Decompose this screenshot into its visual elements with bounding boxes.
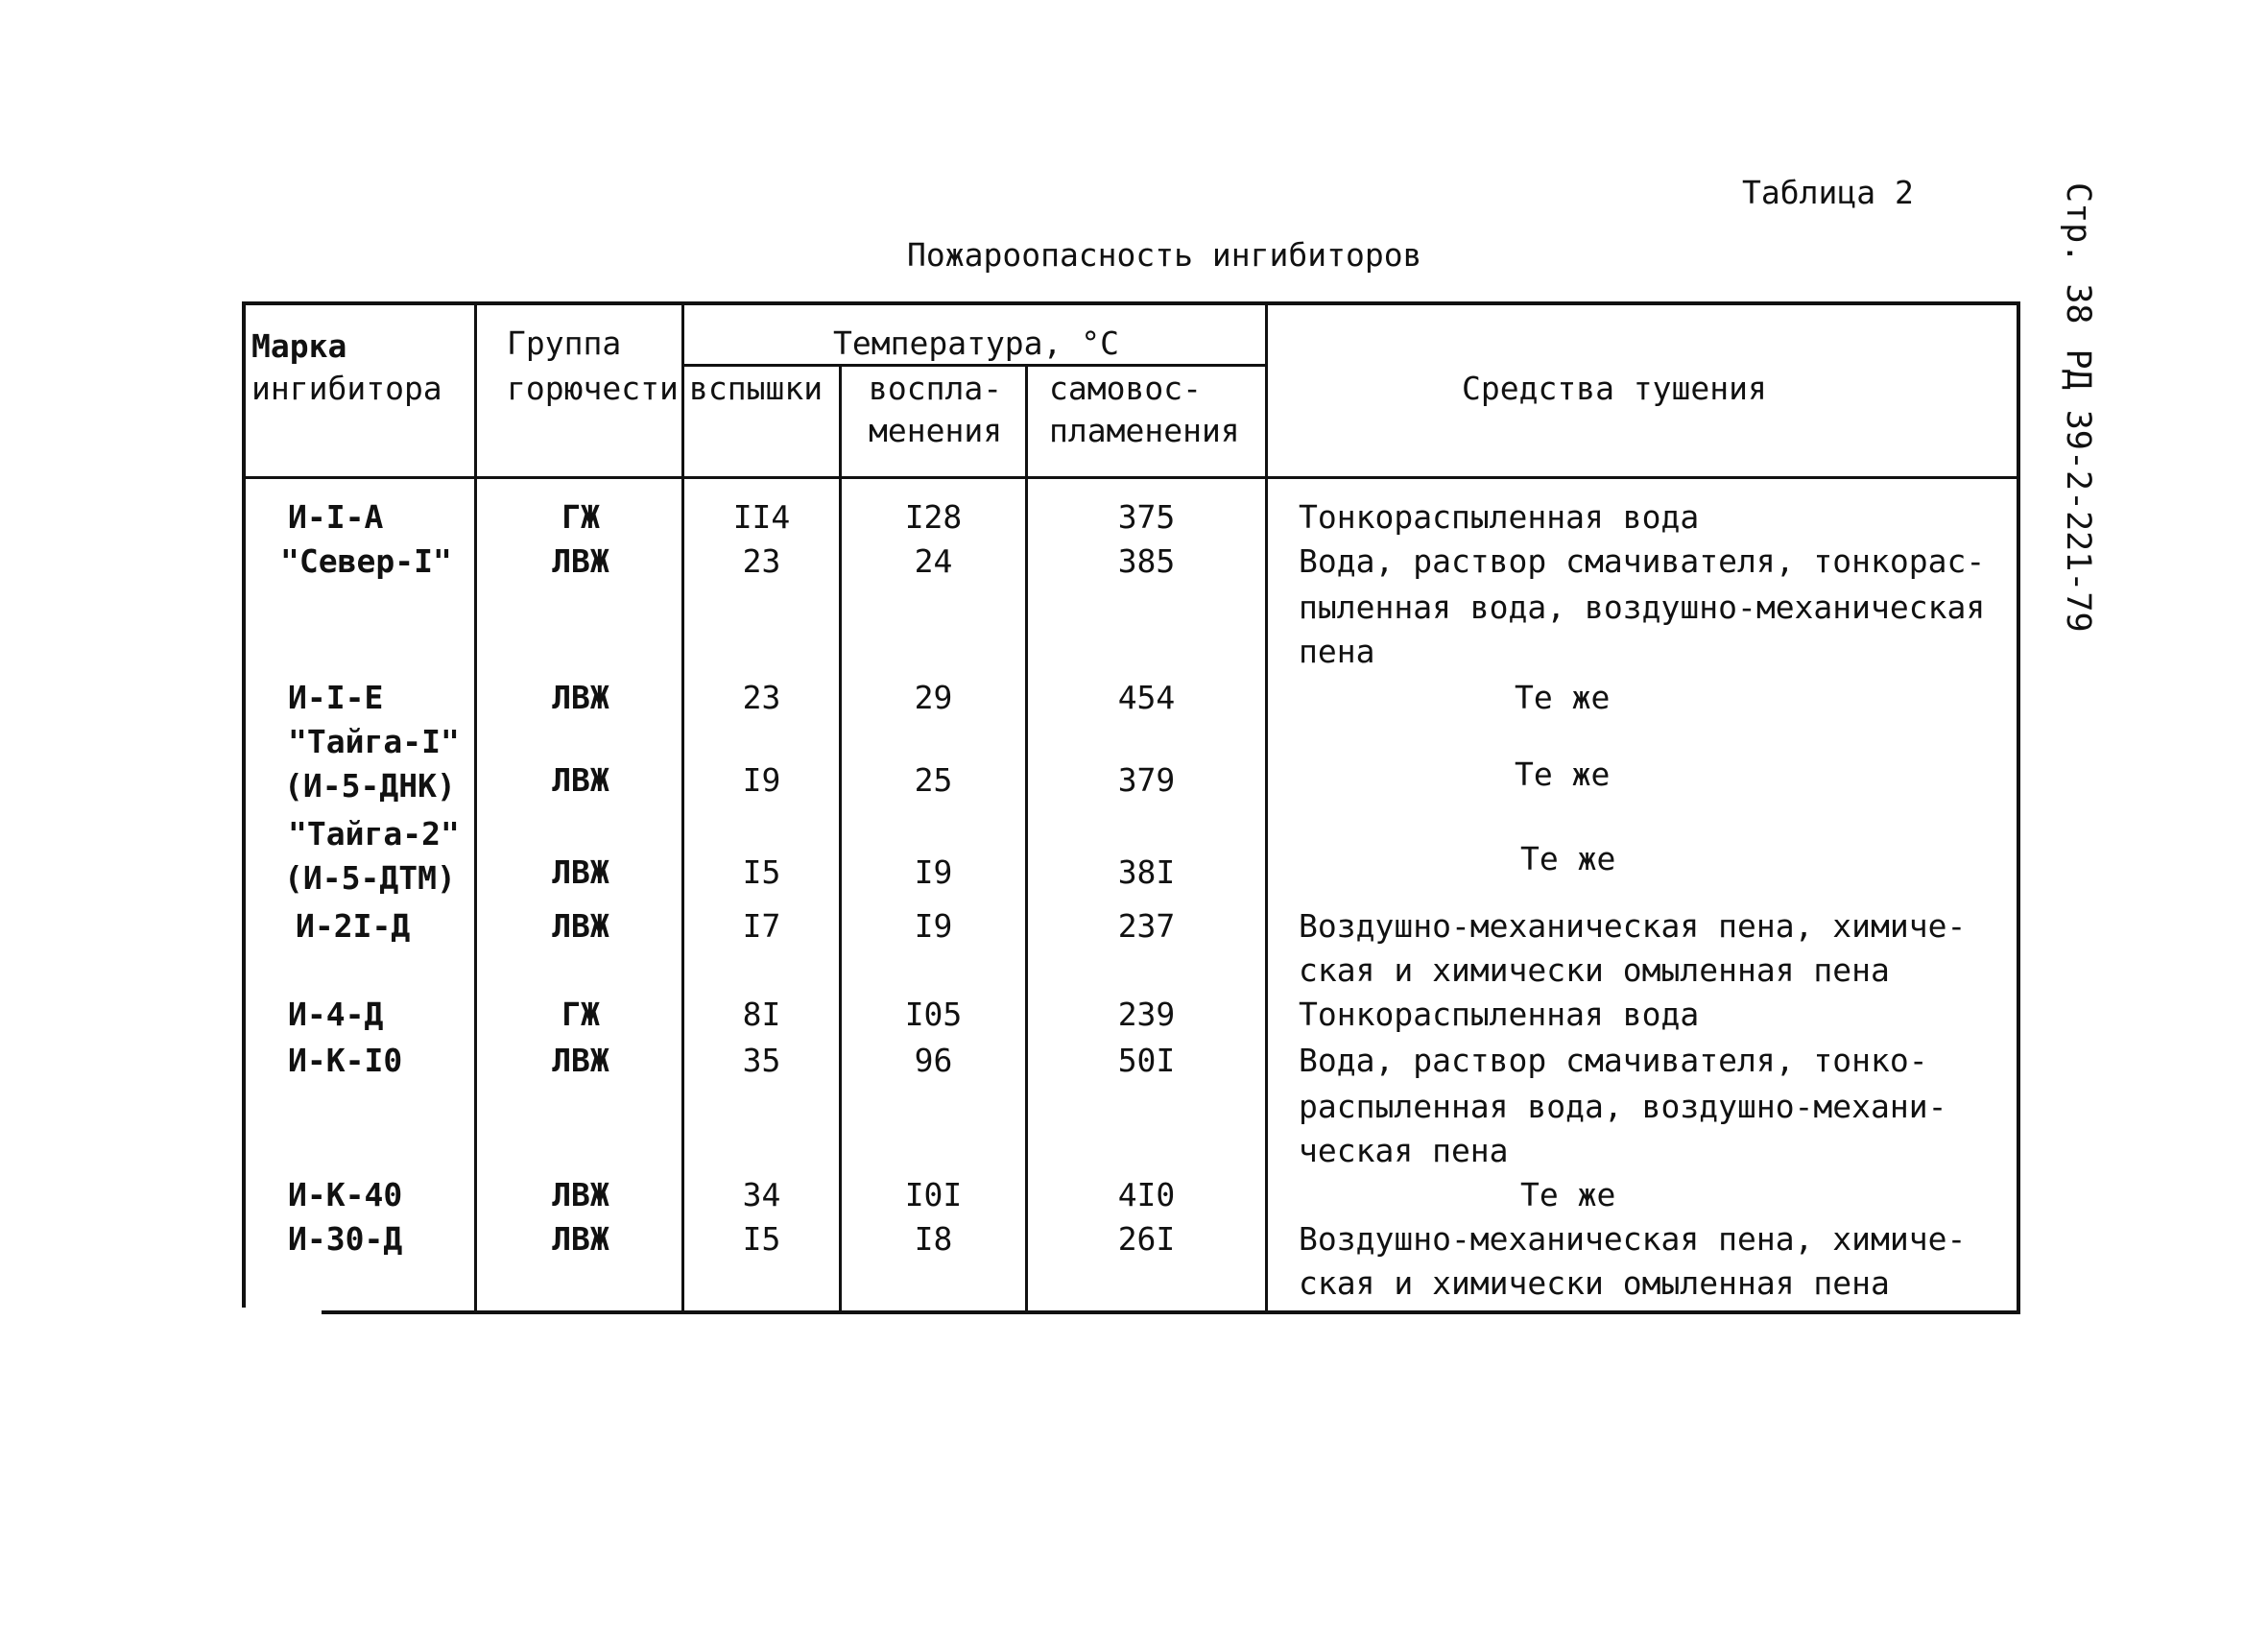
table-left-border xyxy=(242,301,246,1308)
header-temperature: Температура, °С xyxy=(833,324,1120,362)
row-6-means-line2: ская и химически омыленная пена xyxy=(1299,951,1890,989)
table-right-border xyxy=(2017,301,2020,1314)
row-7-means-line1: Тонкораспыленная вода xyxy=(1299,996,1700,1033)
row-6-flash: I7 xyxy=(742,907,781,945)
row-5-means-line1: Те же xyxy=(1520,840,1616,877)
row-2-means-line3: пена xyxy=(1299,633,1375,670)
row-9-brand: И-К-40 xyxy=(288,1176,403,1213)
row-10-brand: И-30-Д xyxy=(288,1220,403,1258)
row-4-group: ЛВЖ xyxy=(552,761,609,799)
row-7-brand: И-4-Д xyxy=(288,996,384,1033)
row-5-brand-line2: (И-5-ДТМ) xyxy=(284,859,456,897)
row-9-flash: 34 xyxy=(742,1176,781,1213)
row-2-flash: 23 xyxy=(742,542,781,580)
col-divider-2 xyxy=(681,305,684,1314)
header-brand-line1: Марка xyxy=(251,327,347,365)
row-10-means-line1: Воздушно-механическая пена, химиче- xyxy=(1299,1220,1967,1258)
table-label: Таблица 2 xyxy=(1742,174,1914,211)
header-ignition-line2: менения xyxy=(869,412,1003,449)
row-5-flash: I5 xyxy=(742,853,781,891)
row-10-ignition: I8 xyxy=(914,1220,953,1258)
row-6-group: ЛВЖ xyxy=(552,907,609,945)
header-bottom-border xyxy=(242,476,2020,479)
row-1-ignition: I28 xyxy=(904,498,963,536)
page-number: Стр. 38 xyxy=(2059,182,2097,324)
row-4-ignition: 25 xyxy=(914,761,953,799)
header-self-ignition-line2: пламенения xyxy=(1049,412,1240,449)
row-4-flash: I9 xyxy=(742,761,781,799)
row-3-brand: И-I-Е xyxy=(288,679,384,716)
row-7-ignition: I05 xyxy=(904,996,963,1033)
row-1-means-line1: Тонкораспыленная вода xyxy=(1299,498,1700,536)
header-group-line2: горючести xyxy=(507,370,679,407)
header-extinguishing-means: Средства тушения xyxy=(1462,370,1767,407)
row-3-self-ignition: 454 xyxy=(1117,679,1176,716)
row-8-flash: 35 xyxy=(742,1042,781,1079)
row-2-group: ЛВЖ xyxy=(552,542,609,580)
side-reference xyxy=(2059,182,2097,633)
col-divider-1 xyxy=(474,305,477,1314)
row-5-self-ignition: 38I xyxy=(1117,853,1176,891)
row-10-means-line2: ская и химически омыленная пена xyxy=(1299,1264,1890,1302)
header-group-line1: Группа xyxy=(507,324,622,362)
row-5-brand-line1: "Тайга-2" xyxy=(288,815,460,853)
header-ignition-line1: воспла- xyxy=(869,370,1003,407)
row-3-group: ЛВЖ xyxy=(552,679,609,716)
col-divider-5 xyxy=(1265,305,1268,1314)
table-title: Пожароопасность ингибиторов xyxy=(907,236,1422,274)
table-bottom-border xyxy=(322,1310,2020,1314)
row-2-means-line1: Вода, раствор смачивателя, тонкорас- xyxy=(1299,542,1986,580)
row-8-brand: И-К-I0 xyxy=(288,1042,403,1079)
row-8-group: ЛВЖ xyxy=(552,1042,609,1079)
row-2-self-ignition: 385 xyxy=(1117,542,1176,580)
row-9-self-ignition: 4I0 xyxy=(1117,1176,1176,1213)
row-3-flash: 23 xyxy=(742,679,781,716)
row-4-brand-line1: "Тайга-I" xyxy=(288,723,460,760)
row-3-ignition: 29 xyxy=(914,679,953,716)
row-1-brand: И-I-А xyxy=(288,498,384,536)
document-code: РД 39-2-221-79 xyxy=(2059,348,2097,633)
row-2-brand: "Север-I" xyxy=(280,542,452,580)
row-8-means-line3: ческая пена xyxy=(1299,1132,1509,1169)
row-9-means-line1: Те же xyxy=(1520,1176,1616,1213)
row-7-self-ignition: 239 xyxy=(1117,996,1176,1033)
row-8-ignition: 96 xyxy=(914,1042,953,1079)
row-1-flash: II4 xyxy=(732,498,791,536)
table-top-border xyxy=(242,301,2020,305)
row-6-ignition: I9 xyxy=(914,907,953,945)
row-7-flash: 8I xyxy=(742,996,781,1033)
row-5-ignition: I9 xyxy=(914,853,953,891)
row-9-ignition: I0I xyxy=(904,1176,963,1213)
header-flash: вспышки xyxy=(689,370,824,407)
row-4-self-ignition: 379 xyxy=(1117,761,1176,799)
row-2-means-line2: пыленная вода, воздушно-механическая xyxy=(1299,588,1986,626)
row-2-ignition: 24 xyxy=(914,542,953,580)
row-10-flash: I5 xyxy=(742,1220,781,1258)
row-6-self-ignition: 237 xyxy=(1117,907,1176,945)
row-8-self-ignition: 50I xyxy=(1117,1042,1176,1079)
row-3-means-line1: Те же xyxy=(1515,679,1611,716)
row-6-brand: И-2I-Д xyxy=(296,907,411,945)
row-10-self-ignition: 26I xyxy=(1117,1220,1176,1258)
row-8-means-line2: распыленная вода, воздушно-механи- xyxy=(1299,1088,1947,1125)
row-10-group: ЛВЖ xyxy=(552,1220,609,1258)
row-5-group: ЛВЖ xyxy=(552,853,609,891)
row-1-self-ignition: 375 xyxy=(1117,498,1176,536)
row-6-means-line1: Воздушно-механическая пена, химиче- xyxy=(1299,907,1967,945)
row-9-group: ЛВЖ xyxy=(552,1176,609,1213)
header-brand-line2: ингибитора xyxy=(251,370,442,407)
row-8-means-line1: Вода, раствор смачивателя, тонко- xyxy=(1299,1042,1928,1079)
row-1-group: ГЖ xyxy=(561,498,600,536)
header-self-ignition-line1: самовос- xyxy=(1049,370,1202,407)
row-4-means-line1: Те же xyxy=(1515,756,1611,793)
row-4-brand-line2: (И-5-ДНК) xyxy=(284,767,456,804)
row-7-group: ГЖ xyxy=(561,996,600,1033)
